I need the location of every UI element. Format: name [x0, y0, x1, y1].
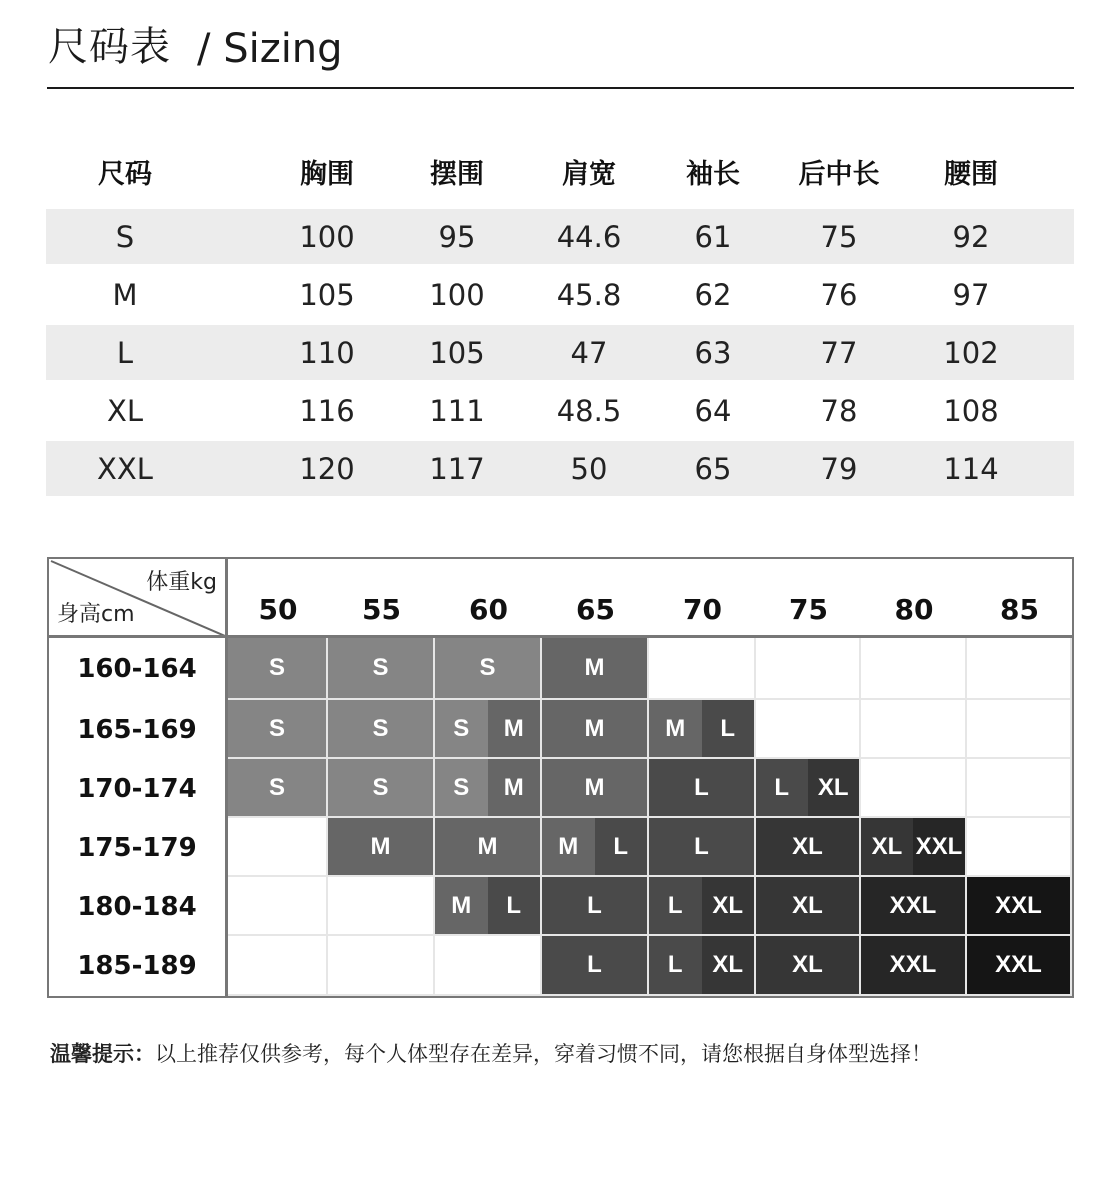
cell-back-length: 78 — [820, 393, 858, 428]
size-cell — [435, 700, 542, 759]
cell-waist: 114 — [943, 451, 999, 486]
size-cell — [649, 759, 756, 818]
cell-chest: 110 — [299, 335, 355, 370]
weight-column-label: 60 — [469, 592, 508, 626]
size-recommendation: L — [595, 818, 648, 875]
cell-size: XXL — [97, 451, 153, 486]
table-row — [46, 441, 1074, 496]
size-cell — [649, 700, 756, 759]
height-row-label: 160-164 — [77, 654, 197, 684]
size-cell — [861, 877, 967, 936]
size-recommendation: L — [488, 877, 541, 934]
cell-back-length: 79 — [820, 451, 858, 486]
size-recommendation: M — [542, 700, 647, 757]
size-cell — [542, 936, 649, 996]
size-recommendation: M — [328, 818, 433, 875]
size-cell — [435, 818, 542, 877]
size-recommendation: XL — [808, 759, 860, 816]
size-cell — [328, 759, 435, 818]
size-recommendation: XXL — [913, 818, 965, 875]
size-cell — [967, 936, 1072, 996]
height-row-label: 170-174 — [77, 773, 197, 804]
size-recommendation: M — [542, 638, 647, 698]
header-shoulder: 肩宽 — [562, 159, 616, 190]
cell-sleeve: 63 — [694, 335, 732, 370]
cell-chest: 120 — [299, 451, 355, 486]
cell-hem: 100 — [429, 277, 485, 312]
size-recommendation: XL — [756, 936, 859, 994]
cell-size: S — [115, 219, 135, 254]
height-row-label: 165-169 — [77, 714, 197, 745]
page-title — [48, 8, 343, 72]
size-recommendation: L — [649, 877, 702, 934]
weight-column-label: 80 — [894, 592, 934, 626]
size-recommendation: M — [435, 877, 488, 934]
size-cell — [435, 638, 542, 700]
cell-sleeve: 65 — [694, 451, 732, 486]
size-cell — [542, 638, 649, 700]
size-recommendation: M — [542, 759, 647, 816]
cell-chest: 100 — [299, 219, 355, 254]
height-row-label: 180-184 — [77, 891, 197, 922]
measurement-table — [46, 144, 1074, 499]
size-cell — [435, 759, 542, 818]
size-recommendation: L — [542, 877, 647, 934]
cell-waist: 108 — [943, 393, 999, 428]
size-cell — [649, 638, 756, 700]
cell-shoulder: 47 — [570, 335, 608, 370]
measurement-header-row — [46, 144, 1074, 199]
weight-column-label: 85 — [1000, 592, 1039, 626]
size-recommendation: XL — [702, 877, 755, 934]
size-recommendation: L — [702, 700, 755, 757]
size-cell — [756, 759, 861, 818]
size-recommendation: M — [542, 818, 595, 875]
weight-column-label: 55 — [362, 592, 401, 626]
header-back-length: 后中长 — [798, 159, 880, 190]
cell-waist: 97 — [952, 277, 990, 312]
cell-hem: 95 — [438, 219, 476, 254]
size-cell — [967, 759, 1072, 818]
weight-column-label: 75 — [789, 592, 828, 626]
size-recommendation: XL — [756, 818, 859, 875]
size-cell — [967, 700, 1072, 759]
size-recommendation: L — [649, 936, 702, 994]
size-recommendation: L — [649, 818, 754, 875]
cell-size: L — [116, 335, 134, 370]
size-cell — [328, 877, 435, 936]
size-recommendation: S — [328, 638, 433, 698]
size-recommendation: L — [542, 936, 647, 994]
size-tip — [50, 1038, 932, 1068]
size-cell — [756, 936, 861, 996]
size-cell — [542, 700, 649, 759]
size-cell — [861, 818, 967, 877]
size-recommendation: XL — [861, 818, 913, 875]
size-cell — [756, 638, 861, 700]
size-recommendation: M — [488, 759, 541, 816]
cell-back-length: 76 — [820, 277, 858, 312]
size-recommendation: S — [228, 638, 326, 698]
size-cell — [435, 877, 542, 936]
size-cell — [328, 936, 435, 996]
size-recommendation: XXL — [967, 877, 1070, 934]
size-recommendation: XXL — [967, 936, 1070, 994]
size-cell — [228, 818, 328, 877]
cell-back-length: 77 — [820, 335, 858, 370]
header-chest: 胸围 — [300, 159, 354, 190]
size-recommendation: S — [228, 700, 326, 757]
size-cell — [649, 936, 756, 996]
weight-column-label: 70 — [683, 592, 722, 626]
height-axis-label: 身高cm — [57, 602, 135, 627]
size-recommendation: M — [649, 700, 702, 757]
size-cell — [861, 700, 967, 759]
title-divider — [47, 87, 1074, 89]
size-cell — [228, 759, 328, 818]
size-cell — [228, 638, 328, 700]
size-cell — [967, 877, 1072, 936]
tip-text: 以上推荐仅供参考，每个人体型存在差异，穿着习惯不同，请您根据自身体型选择！ — [155, 1042, 932, 1066]
title-chinese: 尺码表 — [48, 24, 171, 70]
header-size: 尺码 — [98, 159, 152, 190]
cell-shoulder: 48.5 — [556, 393, 622, 428]
size-recommendation: L — [649, 759, 754, 816]
size-recommendation: S — [435, 638, 540, 698]
size-recommendation: M — [488, 700, 541, 757]
header-hem: 摆围 — [430, 159, 484, 190]
cell-chest: 105 — [299, 277, 355, 312]
cell-shoulder: 45.8 — [556, 277, 622, 312]
cell-hem: 111 — [429, 393, 485, 428]
weight-column-label: 50 — [258, 592, 298, 626]
size-recommendation: XXL — [861, 877, 965, 934]
tip-label: 温馨提示： — [50, 1042, 155, 1066]
size-recommendation-grid — [47, 557, 1074, 998]
cell-sleeve: 61 — [694, 219, 732, 254]
size-recommendation: L — [756, 759, 808, 816]
table-row — [46, 267, 1074, 322]
size-cell — [756, 877, 861, 936]
cell-sleeve: 62 — [694, 277, 732, 312]
height-row-label: 185-189 — [77, 951, 197, 981]
size-cell — [328, 638, 435, 700]
cell-shoulder: 44.6 — [556, 219, 622, 254]
size-cell — [542, 759, 649, 818]
cell-sleeve: 64 — [694, 393, 732, 428]
height-row-label: 175-179 — [77, 832, 197, 863]
cell-size: M — [112, 277, 138, 312]
table-row — [46, 383, 1074, 438]
grid-corner-header — [49, 559, 225, 636]
size-cell — [649, 877, 756, 936]
size-recommendation: XXL — [861, 936, 965, 994]
header-waist: 腰围 — [944, 159, 998, 190]
size-cell — [542, 877, 649, 936]
size-cell — [328, 818, 435, 877]
title-english: / Sizing — [197, 26, 343, 72]
size-cell — [228, 936, 328, 996]
weight-column-label: 65 — [576, 592, 615, 626]
cell-waist: 102 — [943, 335, 999, 370]
table-row — [46, 325, 1074, 380]
size-recommendation: S — [328, 700, 433, 757]
size-recommendation: S — [435, 759, 488, 816]
weight-axis-label: 体重kg — [146, 570, 217, 595]
size-cell — [435, 936, 542, 996]
cell-hem: 117 — [429, 451, 485, 486]
size-recommendation: S — [328, 759, 433, 816]
size-cell — [967, 638, 1072, 700]
size-cell — [861, 759, 967, 818]
size-cell — [861, 936, 967, 996]
size-cell — [228, 877, 328, 936]
cell-waist: 92 — [952, 219, 990, 254]
size-cell — [756, 818, 861, 877]
size-cell — [861, 638, 967, 700]
size-recommendation: XL — [756, 877, 859, 934]
cell-chest: 116 — [299, 393, 355, 428]
size-recommendation: M — [435, 818, 540, 875]
cell-back-length: 75 — [820, 219, 858, 254]
size-cell — [328, 700, 435, 759]
cell-hem: 105 — [429, 335, 485, 370]
cell-shoulder: 50 — [570, 451, 608, 486]
cell-size: XL — [106, 393, 144, 428]
size-cell — [756, 700, 861, 759]
size-cell — [967, 818, 1072, 877]
size-recommendation: S — [228, 759, 326, 816]
size-recommendation: XL — [702, 936, 755, 994]
header-sleeve: 袖长 — [686, 159, 740, 190]
size-recommendation: S — [435, 700, 488, 757]
size-cell — [228, 700, 328, 759]
table-row — [46, 209, 1074, 264]
size-cell — [542, 818, 649, 877]
size-cell — [649, 818, 756, 877]
